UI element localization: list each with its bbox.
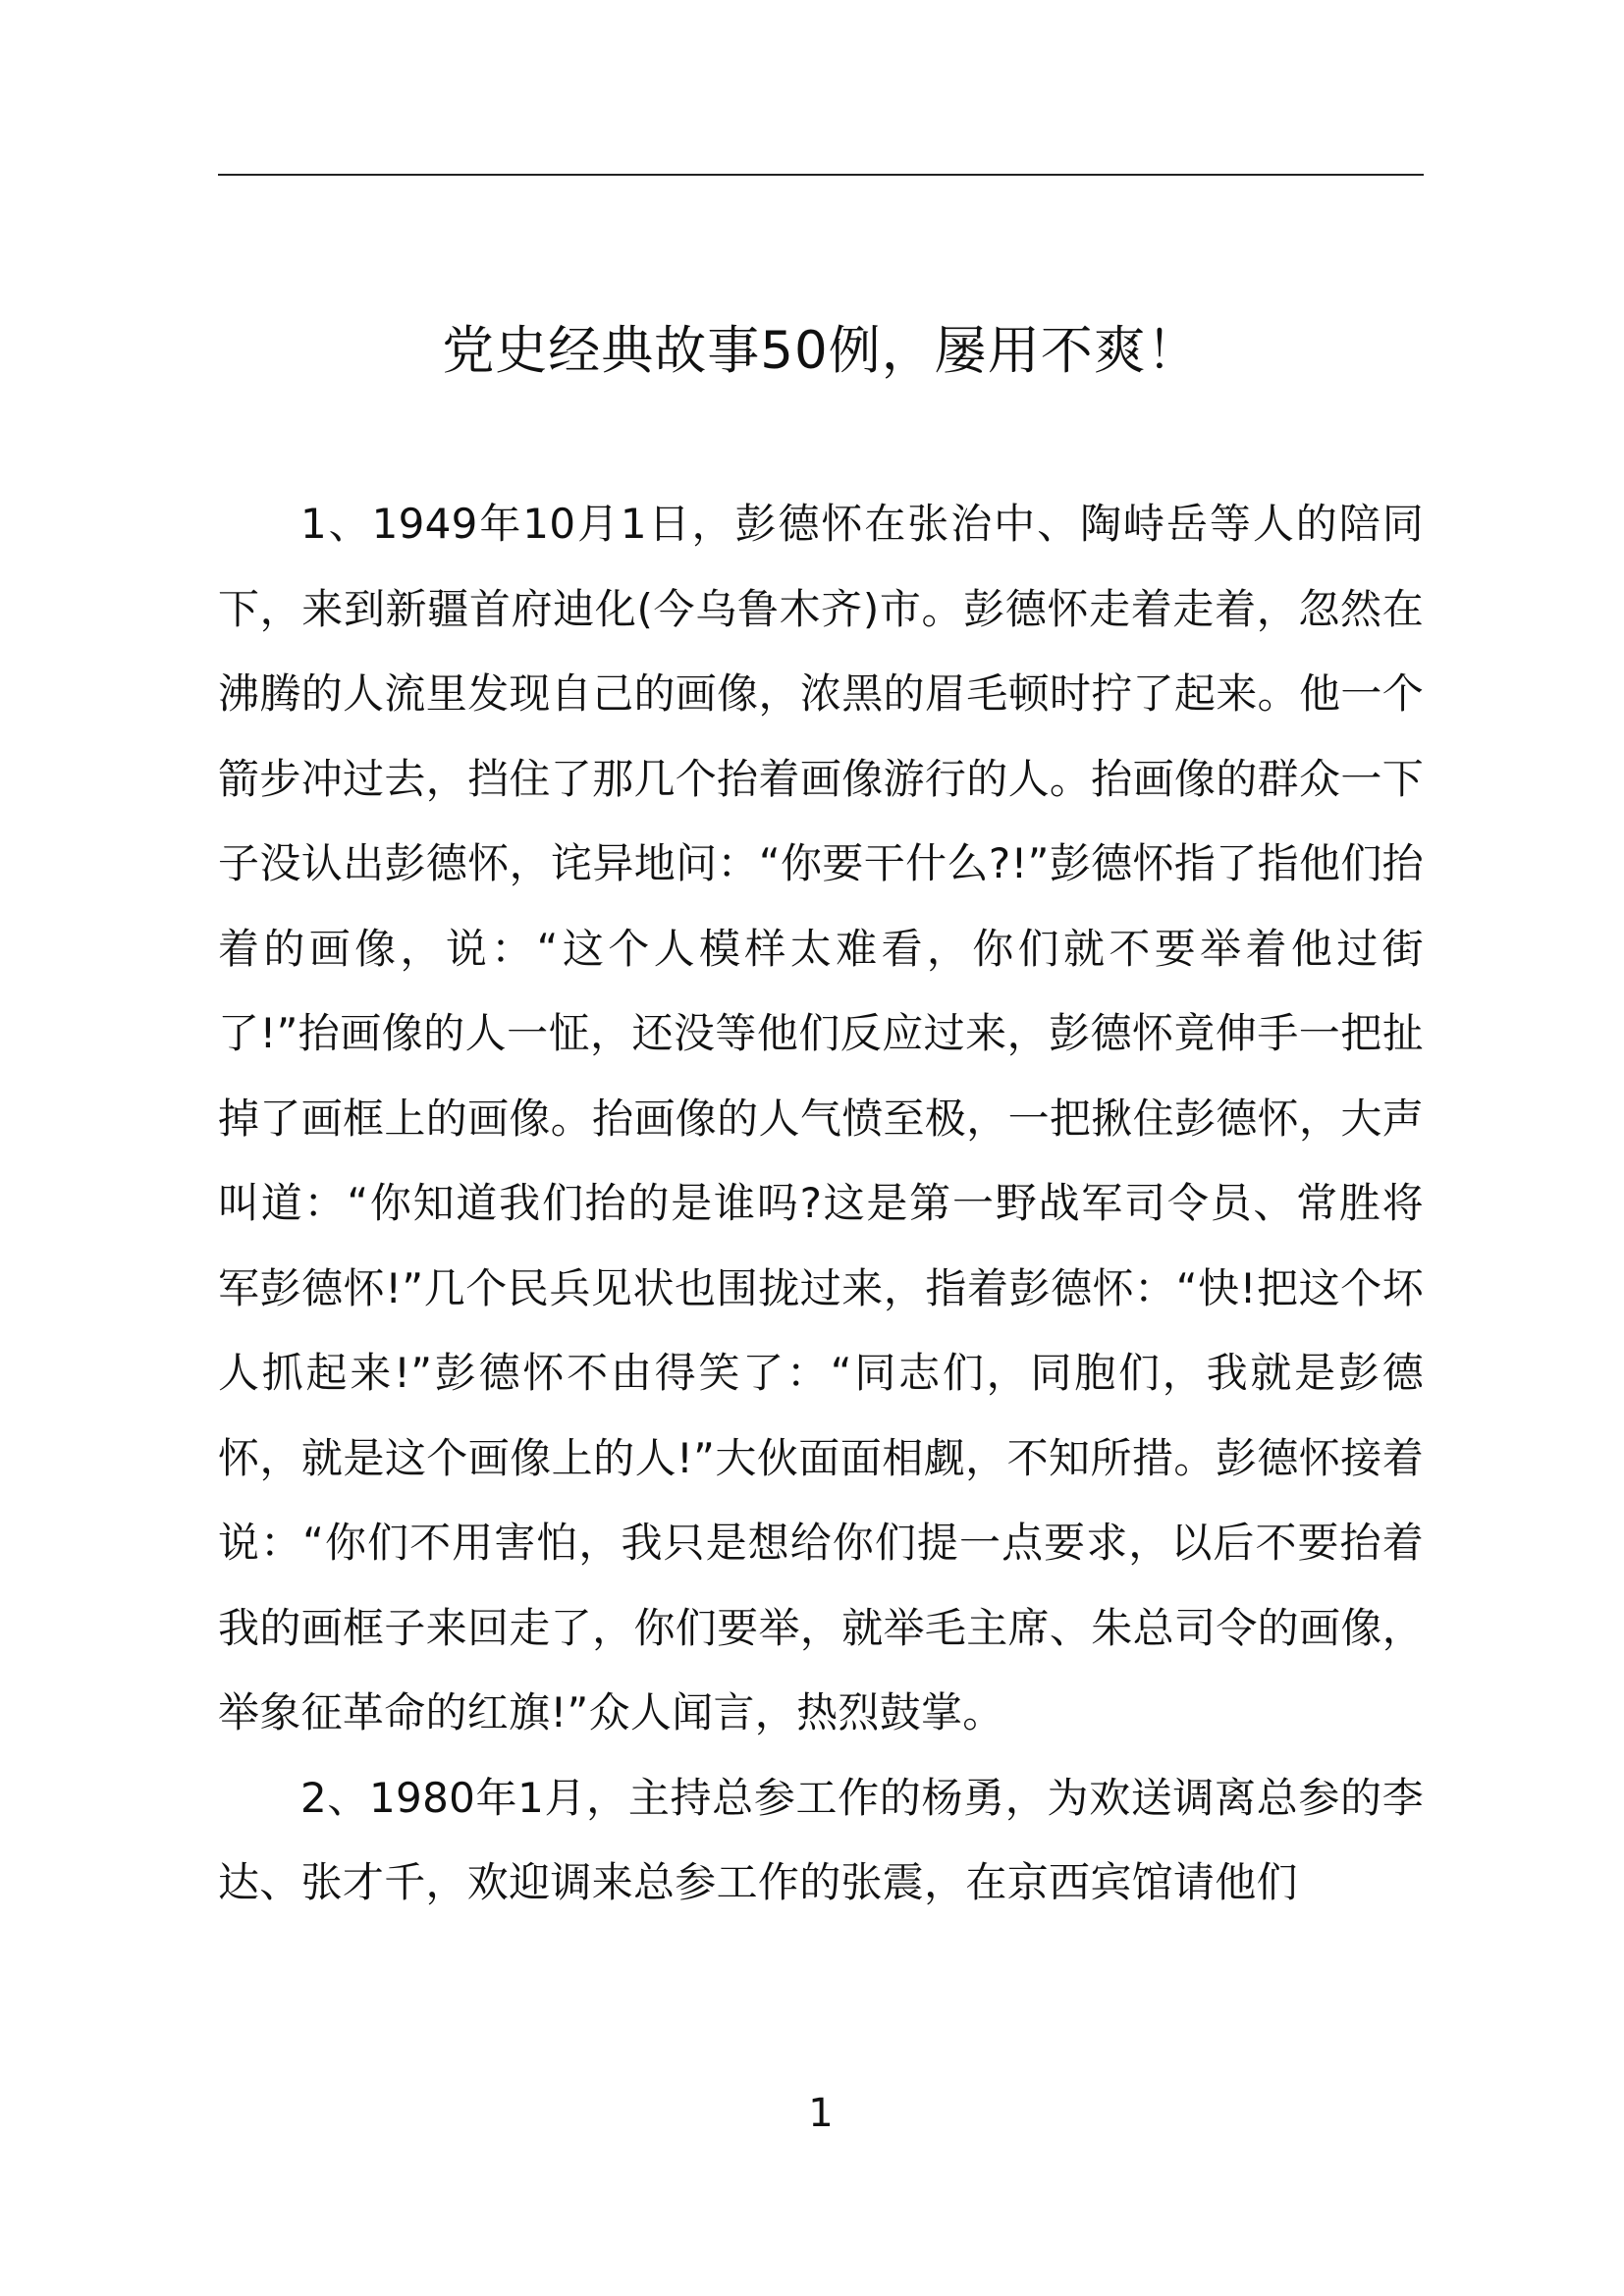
page-number: 1 — [808, 2091, 834, 2136]
paragraph-2: 2、1980年1月，主持总参工作的杨勇，为欢送调离总参的李达、张才千，欢迎调来总参工作的张震，在京西宾馆请他们 — [218, 1773, 1424, 1906]
paragraph-1: 1、1949年10月1日，彭德怀在张治中、陶峙岳等人的陪同下，来到新疆首府迪化(今乌鲁木齐)市。彭德怀走着走着，忽然在沸腾的人流里发现自己的画像，浓黑的眉毛顿时拧了起来。他一个箭步冲过去，挡住了那几个抬着画像游行的人。抬画像的群众一下子没认出彭德怀，诧异地问：“你要干什么?!”彭德怀指了指他们抬着的画像，说：“这个人模样太难看，你们就不要举着他过街了!”抬画像的人一怔，还没等他们反应过来，彭德怀竟伸手一把扯掉了画框上的画像。抬画像的人气愤至极，一把揪住彭德怀，大声叫道：“你知道我们抬的是谁吗?这是第一野战军司令员、常胜将军彭德怀!”几个民兵见状也围拢过来，指着彭德怀：“快!把这个坏人抓起来!”彭德怀不由得笑了：“同志们，同胞们，我就是彭德怀，就是这个画像上的人!”大伙面面相觑，不知所措。彭德怀接着说：“你们不用害怕，我只是想给你们提一点要求，以后不要抬着我的画框子来回走了，你们要举，就举毛主席、朱总司令的画像，举象征革命的红旗!”众人闻言，热烈鼓掌。 — [218, 500, 1424, 1736]
header-rule — [218, 174, 1424, 176]
document-body — [218, 482, 1424, 1926]
document-title: 党史经典故事50例，屡用不爽！ — [442, 321, 1200, 381]
